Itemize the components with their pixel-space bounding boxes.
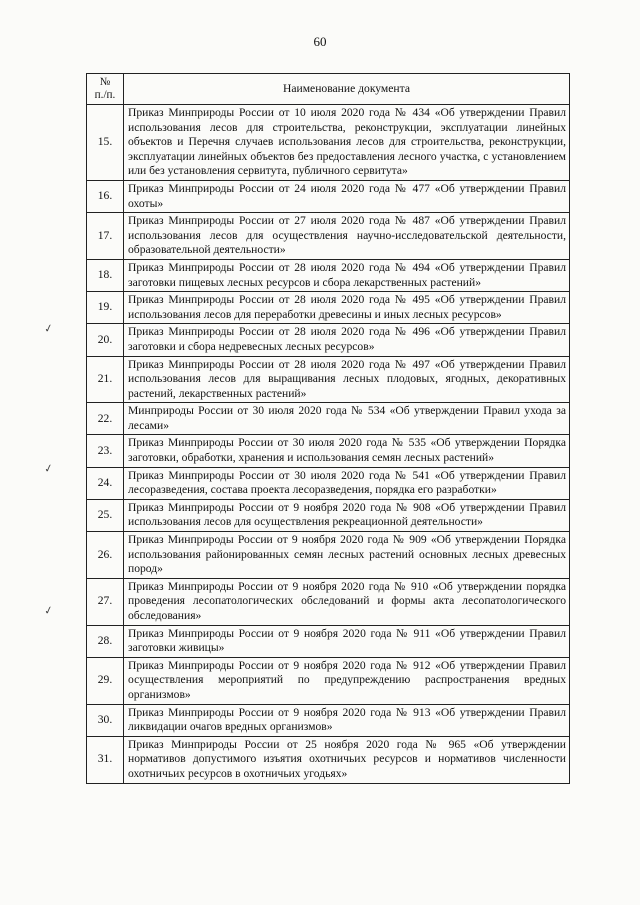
document-title: Приказ Минприроды России от 28 июля 2020 года № 495 «Об утверждении Правил использования лесов для переработки древесины и иных лесных ресурсов»: [124, 292, 570, 324]
table-row: [87, 532, 570, 579]
table-row: [87, 180, 570, 212]
row-number: 16.: [87, 180, 124, 212]
document-title: Приказ Минприроды России от 9 ноября 2020 года № 908 «Об утверждении Правил использования лесов для осуществления рекреационной деятельности»: [124, 499, 570, 531]
table-row: [87, 736, 570, 783]
table-row: [87, 213, 570, 260]
header-number-label: № п./п.: [94, 76, 116, 101]
document-title: Приказ Минприроды России от 9 ноября 2020 года № 910 «Об утверждении порядка проведения лесопатологических обследований и формы акта лесопатологического обследования»: [124, 578, 570, 625]
document-title: Минприроды России от 30 июля 2020 года № 534 «Об утверждении Правил ухода за лесами»: [124, 403, 570, 435]
document-title: Приказ Минприроды России от 9 ноября 2020 года № 911 «Об утверждении Правил заготовки живицы»: [124, 625, 570, 657]
document-title: Приказ Минприроды России от 28 июля 2020 года № 496 «Об утверждении Правил заготовки и сбора недревесных лесных ресурсов»: [124, 324, 570, 356]
margin-mark: ✓: [42, 462, 55, 476]
row-number: 28.: [87, 625, 124, 657]
table-row: [87, 657, 570, 704]
documents-table: [86, 73, 570, 784]
row-number: 19.: [87, 292, 124, 324]
table-row: [87, 356, 570, 403]
document-title: Приказ Минприроды России от 30 июля 2020 года № 541 «Об утверждении Правил лесоразведения, состава проекта лесоразведения, порядка его разработки»: [124, 467, 570, 499]
document-title: Приказ Минприроды России от 27 июля 2020 года № 487 «Об утверждении Правил использования лесов для осуществления научно-исследовательской деятельности, образовательной деятельности»: [124, 213, 570, 260]
header-name: [124, 74, 570, 105]
row-number: 27.: [87, 578, 124, 625]
table-row: [87, 324, 570, 356]
row-number: 17.: [87, 213, 124, 260]
document-title: Приказ Минприроды России от 9 ноября 2020 года № 913 «Об утверждении Правил ликвидации очагов вредных организмов»: [124, 704, 570, 736]
table-row: [87, 467, 570, 499]
table-row: [87, 403, 570, 435]
header-number: [87, 74, 124, 105]
row-number: 26.: [87, 532, 124, 579]
margin-mark: ✓: [42, 604, 55, 618]
row-number: 29.: [87, 657, 124, 704]
document-title: Приказ Минприроды России от 9 ноября 2020 года № 909 «Об утверждении Порядка использования районированных семян лесных растений основных лесных древесных пород»: [124, 532, 570, 579]
document-title: Приказ Минприроды России от 25 ноября 2020 года № 965 «Об утверждении нормативов допустимого изъятия охотничьих ресурсов и нормативов численности охотничьих ресурсов в охотничьих угодьях»: [124, 736, 570, 783]
table-header-row: [87, 74, 570, 105]
table-row: [87, 625, 570, 657]
row-number: 31.: [87, 736, 124, 783]
table-row: [87, 259, 570, 291]
row-number: 22.: [87, 403, 124, 435]
row-number: 24.: [87, 467, 124, 499]
document-title: Приказ Минприроды России от 24 июля 2020 года № 477 «Об утверждении Правил охоты»: [124, 180, 570, 212]
row-number: 15.: [87, 105, 124, 181]
margin-mark: ✓: [42, 322, 55, 336]
table-row: [87, 499, 570, 531]
document-title: Приказ Минприроды России от 28 июля 2020 года № 494 «Об утверждении Правил заготовки пищевых лесных ресурсов и сбора лекарственных растений»: [124, 259, 570, 291]
table-row: [87, 578, 570, 625]
row-number: 18.: [87, 259, 124, 291]
row-number: 20.: [87, 324, 124, 356]
row-number: 21.: [87, 356, 124, 403]
header-name-label: Наименование документа: [283, 81, 410, 95]
table-row: [87, 292, 570, 324]
table-body: [87, 105, 570, 784]
row-number: 23.: [87, 435, 124, 467]
table-row: [87, 435, 570, 467]
row-number: 25.: [87, 499, 124, 531]
page-number: 60: [313, 34, 327, 49]
row-number: 30.: [87, 704, 124, 736]
document-title: Приказ Минприроды России от 28 июля 2020 года № 497 «Об утверждении Правил использования лесов для выращивания лесных плодовых, ягодных, декоративных растений, лекарственных растений»: [124, 356, 570, 403]
document-title: Приказ Минприроды России от 9 ноября 2020 года № 912 «Об утверждении Правил осуществления мероприятий по предупреждению распространения вредных организмов»: [124, 657, 570, 704]
document-title: Приказ Минприроды России от 30 июля 2020 года № 535 «Об утверждении Порядка заготовки, обработки, хранения и использования семян лесных растений»: [124, 435, 570, 467]
document-title: Приказ Минприроды России от 10 июля 2020 года № 434 «Об утверждении Правил использования лесов для строительства, реконструкции, эксплуатации линейных объектов и Перечня случаев использования лесов для строительства, реконструкции, эксплуатации линейных объектов без предоставления лесного участка, с установлением или без установления сервитута, публичного сервитута»: [124, 105, 570, 181]
table-row: [87, 105, 570, 181]
table-row: [87, 704, 570, 736]
